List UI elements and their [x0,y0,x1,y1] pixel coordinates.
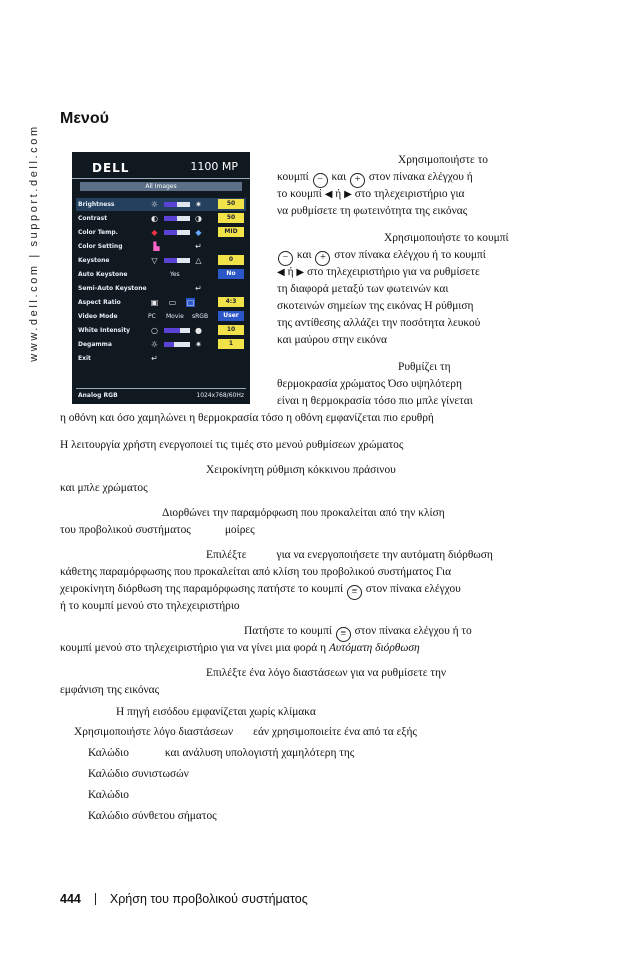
menu-button-icon: ≡ [347,585,362,600]
enter-icon: ↵ [195,284,202,293]
enter-icon: ↵ [195,242,202,251]
osd-row-color-setting: Color Setting ▙ ↵ [78,242,202,251]
contrast-text: τη διαφορά μεταξύ των φωτεινών και [277,283,449,295]
left-arrow-icon: ◀ [324,189,333,200]
osd-row-exit: Exit ↵ [78,354,158,363]
osd-row-contrast: Contrast ◐ ◑ 50 [76,212,246,225]
keystone-down-icon: ▽ [151,256,158,265]
white-low-icon: ○ [151,326,158,335]
right-arrow-icon: ▶ [344,189,352,200]
osd-row-degamma: Degamma ☼ ✷ 1 [76,338,246,351]
contrast-text: − και + στον πίνακα ελέγχου ή το κουμπί [277,247,486,266]
dell-logo: DELL [92,161,130,175]
color-setting-text: Χειροκίνητη ρύθμιση κόκκινου πράσινου [206,464,396,476]
osd-row-white-intensity: White Intensity ○ ● 10 [76,324,246,337]
contrast-low-icon: ◐ [151,214,158,223]
list-item: Καλώδιο [88,789,129,801]
plus-button-icon: + [315,251,330,266]
aspect-ratio-text: εμφάνιση της εικόνας [60,684,160,696]
minus-button-icon: − [313,173,328,188]
right-arrow-icon: ▶ [296,267,305,278]
aspect-ratio-text: Η πηγή εισόδου εμφανίζεται χωρίς κλίμακα [116,706,316,718]
contrast-text: σκοτεινών σημείων της εικόνας Η ρύθμιση [277,300,474,312]
contrast-text: ◀ ή ▶ στο τηλεχειριστήριο για να ρυθμίσετε [277,266,480,278]
color-temp-text: η οθόνη και όσο χαμηλώνει η θερμοκρασία τόσο η οθόνη εμφανίζεται πιο ερυθρή [60,412,434,424]
osd-row-auto-keystone: Auto Keystone Yes No [76,268,246,281]
keystone-text: του προβολικού συστήματος μοίρες [60,524,255,536]
sidebar-url: www.dell.com | support.dell.com [28,124,40,362]
brightness-text: να ρυθμίσετε τη φωτεινότητα της εικόνας [277,205,468,217]
warm-icon: ◆ [151,228,158,237]
osd-footer: Analog RGB 1024x768/60Hz [76,388,246,401]
semi-auto-keystone-text: κουμπί μενού στο τηλεχειριστήριο για να γίνει μια φορά η Αυτόματη διόρθωση [60,642,420,654]
brightness-text: το κουμπί ◀ ή ▶ στο τηλεχειριστήριο για [277,188,465,200]
osd-tab: All Images [80,182,242,191]
osd-row-color-temp: Color Temp. ◆ ◆ MID [76,226,246,239]
keystone-text: Διορθώνει την παραμόρφωση που προκαλείται από την κλίση [162,507,445,519]
osd-row-video-mode: Video Mode PC Movie sRGB User [76,310,246,323]
page-heading: Μενού [60,110,109,127]
sun-bright-icon: ✷ [195,200,202,209]
osd-menu-image [72,152,250,404]
contrast-text: και μαύρου στην εικόνα [277,334,387,346]
keystone-up-icon: △ [195,256,202,265]
aspect-2-icon: ▭ [168,298,177,307]
sun-dim-icon: ☼ [150,200,159,209]
page-number: 444 [60,892,81,906]
color-temp-text: είναι η θερμοκρασία τόσο πιο μπλε γίνεται [277,395,473,407]
rgb-icon: ▙ [153,242,160,251]
left-arrow-icon: ◀ [277,267,285,278]
osd-row-brightness: Brightness ☼ ✷ 50 [76,198,246,211]
brightness-text: Χρησιμοποιήστε το [398,154,488,166]
color-temp-text: θερμοκρασία χρώματος Όσο υψηλότερη [277,378,462,390]
sun-dim-icon: ☼ [150,340,159,349]
sun-bright-icon: ✷ [195,340,202,349]
color-temp-text: Ρυθμίζει τη [398,361,451,373]
auto-keystone-text: χειροκίνητη διόρθωση της παραμόρφωσης πατήστε το κουμπί ≡ στον πίνακα ελέγχου [60,581,461,600]
brightness-text: κουμπί − και + στον πίνακα ελέγχου ή [277,169,473,188]
footer-title: Χρήση του προβολικού συστήματος [109,892,308,906]
aspect-ratio-text: Χρησιμοποιήστε λόγο διαστάσεων εάν χρησιμοποιείτε ένα από τα εξής [74,726,417,738]
semi-auto-keystone-text: Πατήστε το κουμπί ≡ στον πίνακα ελέγχου ή το [244,623,472,642]
white-high-icon: ● [195,326,202,335]
user-mode-text: Η λειτουργία χρήστη ενεργοποιεί τις τιμές στο μενού ρυθμίσεων χρώματος [60,439,404,451]
list-item: Καλώδιο και ανάλυση υπολογιστή χαμηλότερη της [88,747,355,759]
auto-keystone-text: κάθετης παραμόρφωσης που προκαλείται από κλίση του προβολικού συστήματος Για [60,566,452,578]
cool-icon: ◆ [195,228,202,237]
osd-row-semi-auto-keystone: Semi-Auto Keystone ↵ [78,284,202,293]
osd-model: 1100 MP [190,160,238,173]
auto-keystone-text: Επιλέξτε για να ενεργοποιήσετε την αυτόματη διόρθωση [206,549,493,561]
menu-button-icon: ≡ [336,627,351,642]
osd-row-aspect-ratio: Aspect Ratio ▣ ▭ ▢ 4:3 [76,296,246,309]
aspect-1-icon: ▣ [150,298,159,307]
auto-keystone-text: ή το κουμπί μενού στο τηλεχειριστήριο [60,600,240,612]
plus-button-icon: + [350,173,365,188]
brightness-bar-fill [164,202,177,207]
contrast-text: της αντίθεσης αλλάζει την ποσότητα λευκού [277,317,481,329]
osd-row-keystone: Keystone ▽ △ 0 [76,254,246,267]
enter-icon: ↵ [151,354,158,363]
aspect-ratio-text: Επιλέξτε ένα λόγο διαστάσεων για να ρυθμίσετε την [206,667,447,679]
minus-button-icon: − [278,251,293,266]
contrast-text: Χρησιμοποιήστε το κουμπί [384,232,509,244]
color-setting-text: και μπλε χρώματος [60,482,148,494]
aspect-3-icon: ▢ [186,298,195,307]
list-item: Καλώδιο συνιστωσών [88,768,189,780]
page-footer [60,892,308,906]
list-item: Καλώδιο σύνθετου σήματος [88,810,217,822]
contrast-high-icon: ◑ [195,214,202,223]
